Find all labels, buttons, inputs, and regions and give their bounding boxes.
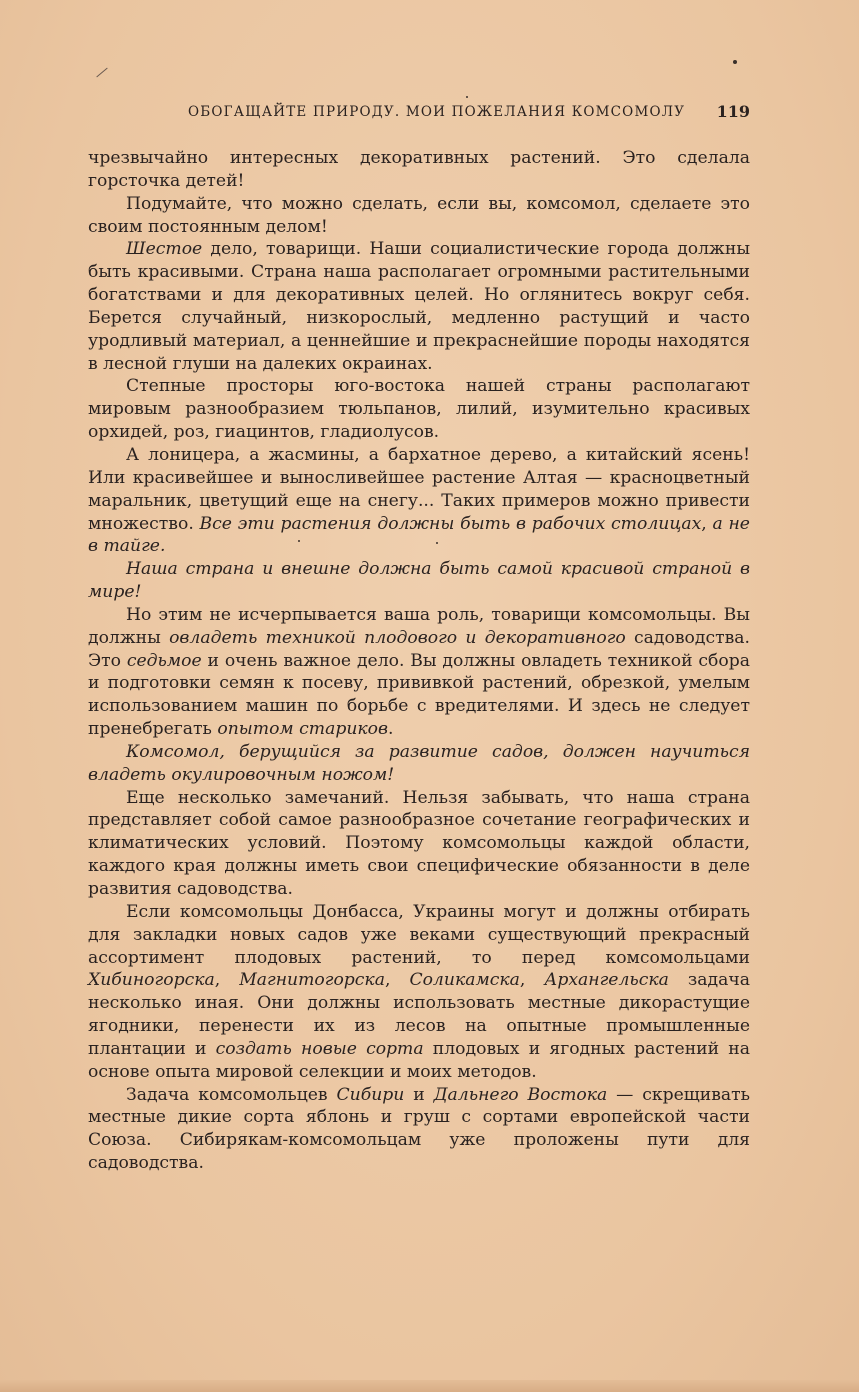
text-run: чрезвычайно интересных декоративных растений. Это сделала горсточка детей! [88, 148, 750, 191]
running-title: ОБОГАЩАЙТЕ ПРИРОДУ. МОИ ПОЖЕЛАНИЯ КОМСОМОЛУ [188, 104, 686, 120]
paragraph [88, 901, 750, 1084]
italic-text: Комсомол, берущийся за развитие садов, должен научиться владеть окулировочным ножом! [88, 741, 750, 785]
text-run: Задача комсомольцев [126, 1084, 337, 1105]
page-number: 119 [716, 102, 750, 121]
italic-text: Соликамска [409, 970, 520, 991]
paragraph [88, 1084, 750, 1175]
text-run: Еще несколько замечаний. Нельзя забывать, что наша страна представляет собой самое разнообразное сочетание географических и климатических условий. Поэтому комсомольцы каждой области, каждого края должны иметь свои специфические обязанности в деле развития садоводства. [88, 787, 750, 899]
italic-text: создать новые сорта [215, 1038, 424, 1059]
text-run: , [384, 970, 410, 991]
italic-text: Сибири [336, 1084, 405, 1105]
text-run: Степные просторы юго-востока нашей страны располагают мировым разнообразием тюльпанов, лилий, изумительно красивых орхидей, роз, гиацинтов, гладиолусов. [88, 376, 750, 443]
paragraph [88, 787, 750, 901]
italic-text: Хибиногорска [88, 970, 215, 991]
italic-text: овладеть техникой плодового и декоративного [169, 627, 626, 648]
paragraph [88, 238, 750, 375]
text-run: садоводства. Это [88, 627, 750, 671]
paragraph [88, 558, 750, 604]
italic-text: а не в тайге. [88, 513, 750, 557]
italic-text: Все эти растения должны быть в рабочих столицах [199, 513, 702, 534]
ink-dot [733, 60, 737, 64]
paragraph [88, 375, 750, 444]
text-run: — скрещивать местные дикие сорта яблонь и груш с сортами европейской части Союза. Сибирякам-комсомольцам уже проложены пути для садоводства. [88, 1084, 750, 1174]
text-run: плодовых и ягодных растений на основе опыта мировой селекции и моих методов. [88, 1038, 750, 1082]
paragraph [88, 147, 750, 193]
italic-text: Архангельска [544, 970, 669, 991]
italic-text: опытом стариков [217, 719, 389, 740]
italic-text: Магнитогорска [239, 970, 385, 991]
paragraph [88, 604, 750, 741]
italic-text: седьмое [126, 650, 202, 671]
body-text [88, 147, 750, 1175]
pencil-mark [96, 68, 107, 78]
text-run: . [388, 719, 394, 740]
text-run: задача несколько иная. Они должны использовать местные дикорастущие ягодники, перенести их из лесов на опытные промышленные плантации и [88, 970, 750, 1059]
page-bottom-edge [0, 1380, 859, 1392]
text-run: и [404, 1084, 434, 1105]
italic-text: Наша страна и внешне должна быть самой красивой страной в мире! [88, 559, 750, 603]
paragraph [88, 193, 750, 239]
text-run: Подумайте, что можно сделать, если вы, комсомол, сделаете это своим постоянным делом! [88, 193, 750, 237]
text-run: А лоницера, а жасмины, а бархатное дерево, а китайский ясень! Или красивейшее и выносливейшее растение Алтая — красноцветный маральник, цветущий еще на снегу... Таких примеров можно привести множество. [88, 444, 750, 534]
ink-dot [466, 96, 468, 98]
text-run: дело, товарищи. Наши социалистические города должны быть красивыми. Страна наша располагает огромными растительными богатствами и для декоративных целей. Но оглянитесь вокруг себя. Берется случайный, низкорослый, медленно растущий и часто уродливый материал, а ценнейшие и прекраснейшие породы находятся в лесной глуши на далеких окраинах. [88, 239, 750, 374]
italic-text: Шестое [126, 239, 203, 260]
text-run: , [701, 513, 713, 534]
italic-text: Дальнего Востока [433, 1084, 608, 1105]
text-run: Но этим не исчерпывается ваша роль, товарищи комсомольцы. Вы должны [88, 604, 750, 648]
text-run: , [519, 970, 545, 991]
text-run: , [214, 970, 240, 991]
text-run: и очень важное дело. Вы должны овладеть техникой сбора и подготовки семян к посеву, прививкой растений, обрезкой, умелым использованием машин по борьбе с вредителями. И здесь не следует пренебрегать [88, 650, 750, 740]
paragraph [88, 741, 750, 787]
paragraph [88, 444, 750, 558]
text-run: Если комсомольцы Донбасса, Украины могут и должны отбирать для закладки новых садов уже веками существующий прекрасный ассортимент плодовых растений, то перед комсомольцами [88, 901, 750, 968]
